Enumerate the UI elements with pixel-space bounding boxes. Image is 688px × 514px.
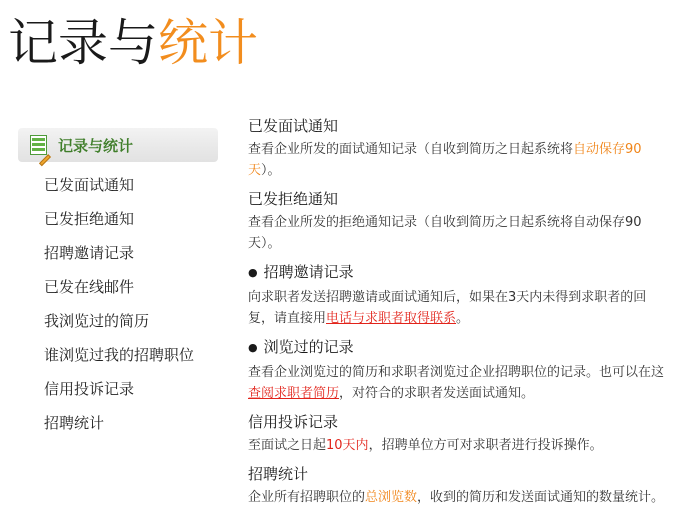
content-section [248,335,672,404]
sidebar-item-5[interactable] [18,338,218,372]
content-section [248,260,672,329]
sidebar-item-label: 信用投诉记录 [44,380,135,398]
section-title: ● 浏览过的记录 [248,335,672,361]
section-body-text: ，招聘单位方可对求职者进行投诉操作。 [368,438,603,453]
section-body-text: ，对符合的求职者发送面试通知。 [339,386,535,401]
sidebar-item-3[interactable] [18,270,218,304]
sidebar-item-label: 已发面试通知 [44,176,135,194]
section-body-text: 。 [456,311,470,326]
section-body-link[interactable]: 查阅求职者简历 [248,386,340,401]
section-body [248,287,672,329]
sidebar-item-0[interactable] [18,168,218,202]
section-body-text: 自动保存90天 [248,142,642,178]
section-body-text: 向求职者发送招聘邀请或面试通知后，如果在3天内未得到求职者的回复，请直接用 [248,290,647,326]
section-body-text: 查看企业浏览过的简历和求职者浏览过企业招聘职位的记录。也可以在这 [248,365,665,380]
section-title: 已发拒绝通知 [248,190,339,208]
content-section [248,462,672,508]
section-body [248,139,672,181]
sidebar-header [18,128,218,162]
section-title: 信用投诉记录 [248,413,339,431]
section-body [248,362,672,404]
sidebar-item-label: 招聘邀请记录 [44,244,135,262]
sidebar-item-4[interactable] [18,304,218,338]
sidebar-item-label: 已发拒绝通知 [44,210,135,228]
section-title: 已发面试通知 [248,117,339,135]
content-section [248,410,672,456]
section-body-text: ）。 [261,163,281,178]
content-section [248,114,672,181]
section-body-text: 查看企业所发的面试通知记录（自收到简历之日起系统将 [248,142,574,157]
section-body-text: 至面试之日起 [248,438,327,453]
sidebar-item-6[interactable] [18,372,218,406]
content-sections [248,114,672,514]
section-title: 招聘统计 [248,465,309,483]
sidebar-nav [18,162,218,440]
section-body-text: 总浏览数 [365,490,418,505]
section-body [248,435,672,456]
sidebar-item-2[interactable] [18,236,218,270]
section-body-text: 企业所有招聘职位的 [248,490,366,505]
page-title [8,14,258,72]
section-body-text: ，收到的简历和发送面试通知的数量统计。 [417,490,665,505]
sidebar-item-7[interactable] [18,406,218,440]
section-body [248,212,672,254]
sidebar-header-label: 记录与统计 [58,136,134,155]
section-body-link[interactable]: 电话与求职者取得联系 [326,311,457,326]
content-section [248,187,672,254]
section-title: ● 招聘邀请记录 [248,260,672,286]
section-body-text: 10天内 [326,438,369,453]
sidebar-item-label: 谁浏览过我的招聘职位 [44,346,195,364]
sidebar [18,128,218,440]
page-title-dark: 记录与 [8,14,158,72]
sidebar-item-label: 招聘统计 [44,414,105,432]
section-body-text: 查看企业所发的拒绝通知记录（自收到简历之日起系统将自动保存90天）。 [248,215,642,251]
sidebar-item-label: 我浏览过的简历 [44,312,150,330]
page-title-accent: 统计 [158,14,258,72]
section-body [248,487,672,508]
sidebar-item-label: 已发在线邮件 [44,278,135,296]
sidebar-item-1[interactable] [18,202,218,236]
spreadsheet-pencil-icon [28,134,50,156]
